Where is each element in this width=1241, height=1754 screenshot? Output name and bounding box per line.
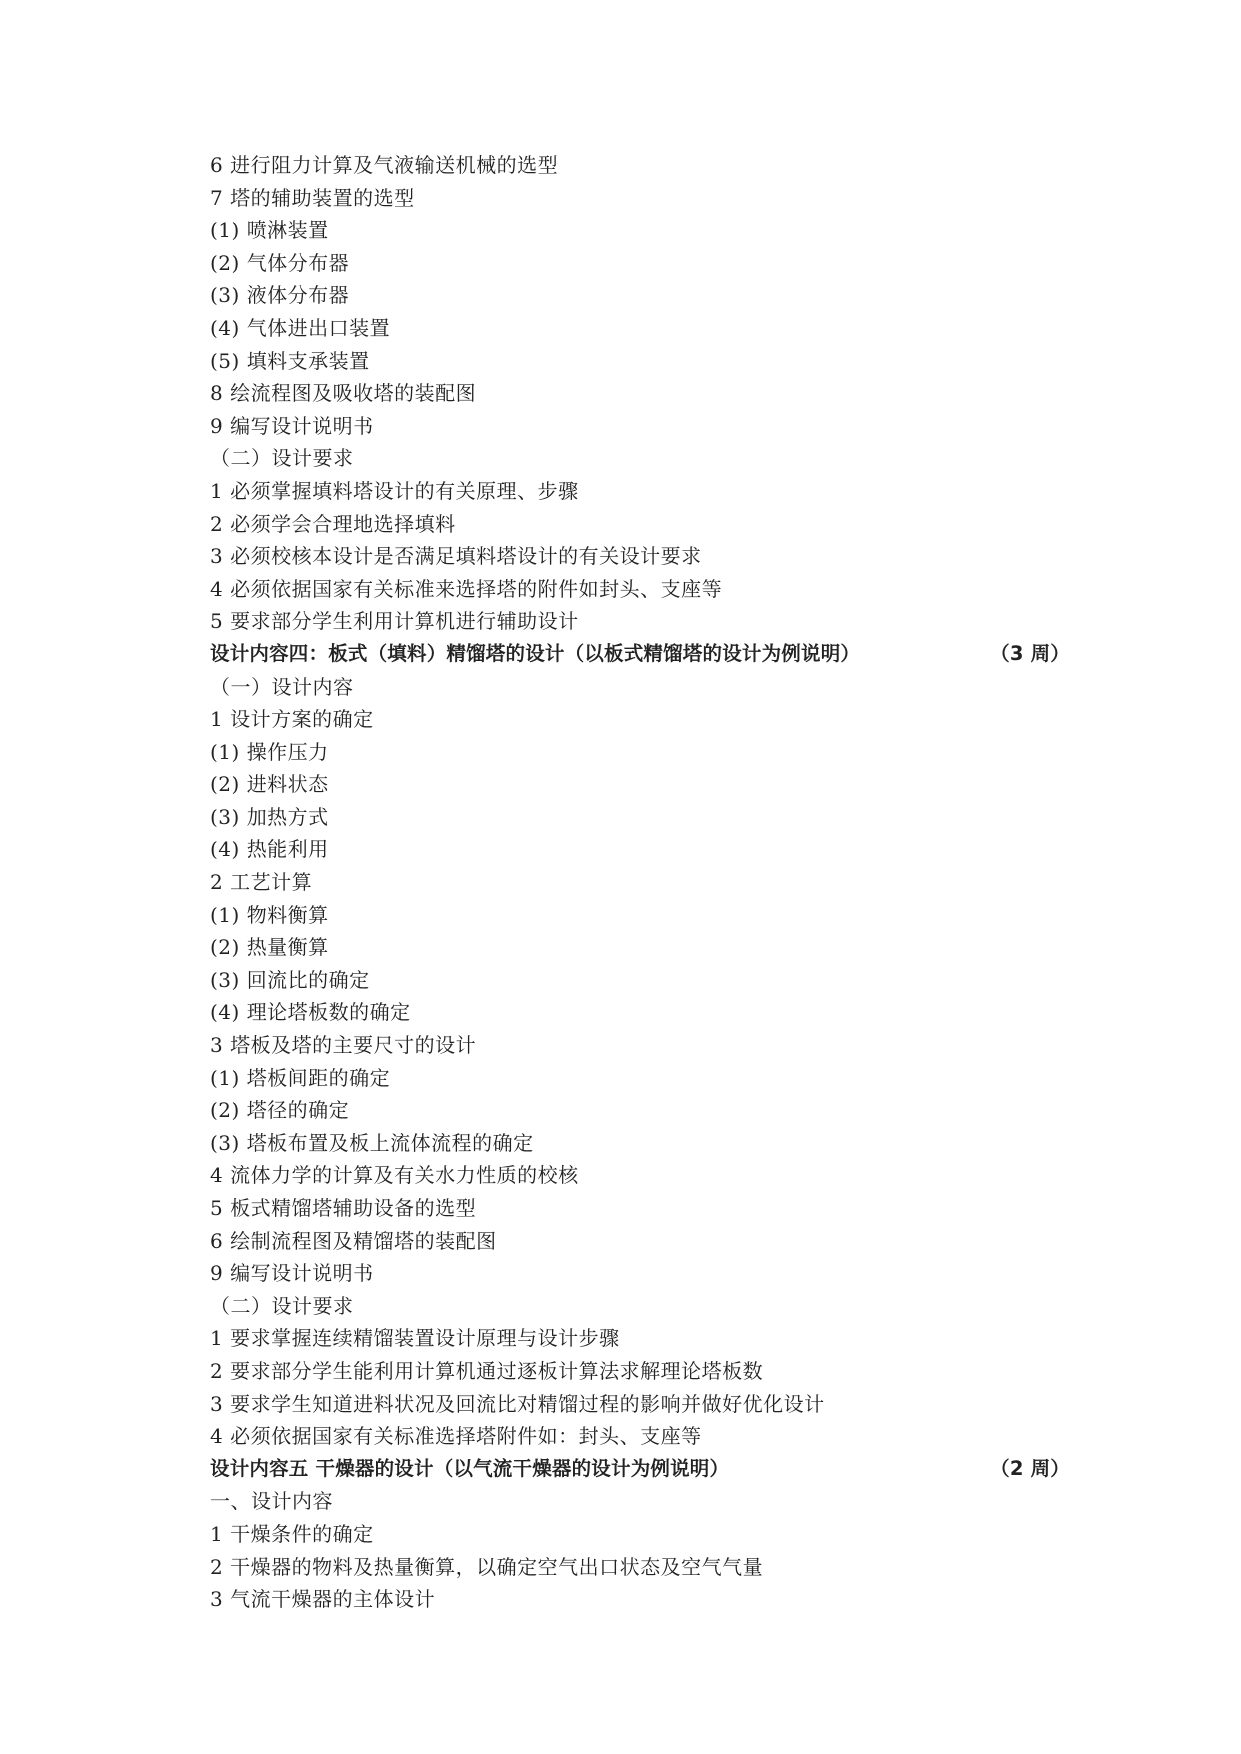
text-line-content: (4) 理论塔板数的确定	[210, 1000, 411, 1025]
text-line-content: 3 气流干燥器的主体设计	[210, 1587, 436, 1612]
text-line	[210, 182, 1070, 215]
text-line-content: （一）设计内容	[210, 674, 354, 699]
text-line	[210, 703, 1070, 736]
text-line	[210, 1094, 1070, 1127]
text-line-content: (1) 操作压力	[210, 739, 329, 764]
text-line	[210, 866, 1070, 899]
text-line-content: 8 绘流程图及吸收塔的装配图	[210, 381, 477, 406]
text-line-content: (3) 回流比的确定	[210, 967, 370, 992]
text-line-content: 9 编写设计说明书	[210, 1261, 374, 1286]
text-line-content: (1) 喷淋装置	[210, 218, 329, 243]
text-line	[210, 1192, 1070, 1225]
text-line-content: （二）设计要求	[210, 1293, 354, 1318]
document-body	[210, 149, 1070, 1616]
text-line	[210, 1420, 1070, 1453]
text-line-content: 2 必须学会合理地选择填料	[210, 511, 456, 536]
text-line-content: (2) 塔径的确定	[210, 1098, 350, 1123]
text-line	[210, 149, 1070, 182]
text-line	[210, 442, 1070, 475]
text-line	[210, 1257, 1070, 1290]
text-line	[210, 801, 1070, 834]
text-line-content: (2) 气体分布器	[210, 250, 350, 275]
text-line-content: (4) 热能利用	[210, 837, 329, 862]
text-line-content: 4 必须依据国家有关标准来选择塔的附件如封头、支座等	[210, 576, 723, 601]
text-line	[210, 247, 1070, 280]
text-line	[210, 1485, 1070, 1518]
text-line	[210, 508, 1070, 541]
text-line-content: 1 要求掌握连续精馏装置设计原理与设计步骤	[210, 1326, 620, 1351]
text-line	[210, 1583, 1070, 1616]
text-line-content: 9 编写设计说明书	[210, 413, 374, 438]
text-line	[210, 768, 1070, 801]
text-line-content: 3 塔板及塔的主要尺寸的设计	[210, 1033, 477, 1058]
text-line-content: (3) 液体分布器	[210, 283, 350, 308]
text-line-content: 3 要求学生知道进料状况及回流比对精馏过程的影响并做好优化设计	[210, 1391, 825, 1416]
text-line-content: 2 干燥器的物料及热量衡算，以确定空气出口状态及空气气量	[210, 1554, 764, 1579]
text-line	[210, 1290, 1070, 1323]
text-line	[210, 345, 1070, 378]
text-line	[210, 1127, 1070, 1160]
text-line	[210, 377, 1070, 410]
text-line-content: (2) 热量衡算	[210, 935, 329, 960]
section-heading-title: 设计内容五 干燥器的设计（以气流干燥器的设计为例说明）	[210, 1456, 730, 1480]
text-line	[210, 1159, 1070, 1192]
text-line	[210, 279, 1070, 312]
text-line	[210, 964, 1070, 997]
text-line	[210, 605, 1070, 638]
text-line	[210, 1062, 1070, 1095]
text-line-content: (1) 物料衡算	[210, 902, 329, 927]
text-line-content: 一、设计内容	[210, 1489, 333, 1514]
text-line-content: (3) 塔板布置及板上流体流程的确定	[210, 1130, 534, 1155]
text-line-content: 4 必须依据国家有关标准选择塔附件如：封头、支座等	[210, 1424, 702, 1449]
text-line-content: (2) 进料状态	[210, 772, 329, 797]
text-line	[210, 1518, 1070, 1551]
text-line	[210, 1551, 1070, 1584]
text-line	[210, 1225, 1070, 1258]
text-line-content: (1) 塔板间距的确定	[210, 1065, 391, 1090]
text-line-content: (3) 加热方式	[210, 804, 329, 829]
text-line	[210, 671, 1070, 704]
text-line	[210, 214, 1070, 247]
text-line	[210, 996, 1070, 1029]
text-line	[210, 540, 1070, 573]
text-line-content: 1 干燥条件的确定	[210, 1521, 374, 1546]
text-line-content: （二）设计要求	[210, 446, 354, 471]
text-line-content: 5 板式精馏塔辅助设备的选型	[210, 1196, 477, 1220]
section-duration: （3 周）	[990, 641, 1070, 665]
section-heading	[210, 638, 1070, 671]
section-heading-title: 设计内容四：板式（填料）精馏塔的设计（以板式精馏塔的设计为例说明）	[210, 641, 861, 665]
text-line	[210, 1029, 1070, 1062]
text-line-content: 6 进行阻力计算及气液输送机械的选型	[210, 153, 559, 177]
text-line-content: 5 要求部分学生利用计算机进行辅助设计	[210, 609, 579, 634]
text-line	[210, 312, 1070, 345]
text-line-content: (5) 填料支承装置	[210, 348, 370, 373]
text-line	[210, 931, 1070, 964]
text-line	[210, 475, 1070, 508]
text-line	[210, 899, 1070, 932]
text-line-content: 1 必须掌握填料塔设计的有关原理、步骤	[210, 478, 579, 503]
text-line-content: 4 流体力学的计算及有关水力性质的校核	[210, 1163, 579, 1188]
text-line-content: 7 塔的辅助装置的选型	[210, 185, 415, 210]
text-line	[210, 736, 1070, 769]
text-line	[210, 410, 1070, 443]
text-line-content: 2 要求部分学生能利用计算机通过逐板计算法求解理论塔板数	[210, 1358, 764, 1383]
text-line-content: (4) 气体进出口装置	[210, 315, 391, 340]
text-line	[210, 1322, 1070, 1355]
text-line	[210, 1355, 1070, 1388]
text-line	[210, 1388, 1070, 1421]
section-duration: （2 周）	[990, 1456, 1070, 1480]
text-line-content: 1 设计方案的确定	[210, 707, 374, 732]
text-line-content: 3 必须校核本设计是否满足填料塔设计的有关设计要求	[210, 544, 702, 569]
text-line	[210, 833, 1070, 866]
text-line-content: 6 绘制流程图及精馏塔的装配图	[210, 1228, 497, 1253]
section-heading	[210, 1453, 1070, 1486]
text-line	[210, 573, 1070, 606]
text-line-content: 2 工艺计算	[210, 870, 313, 895]
